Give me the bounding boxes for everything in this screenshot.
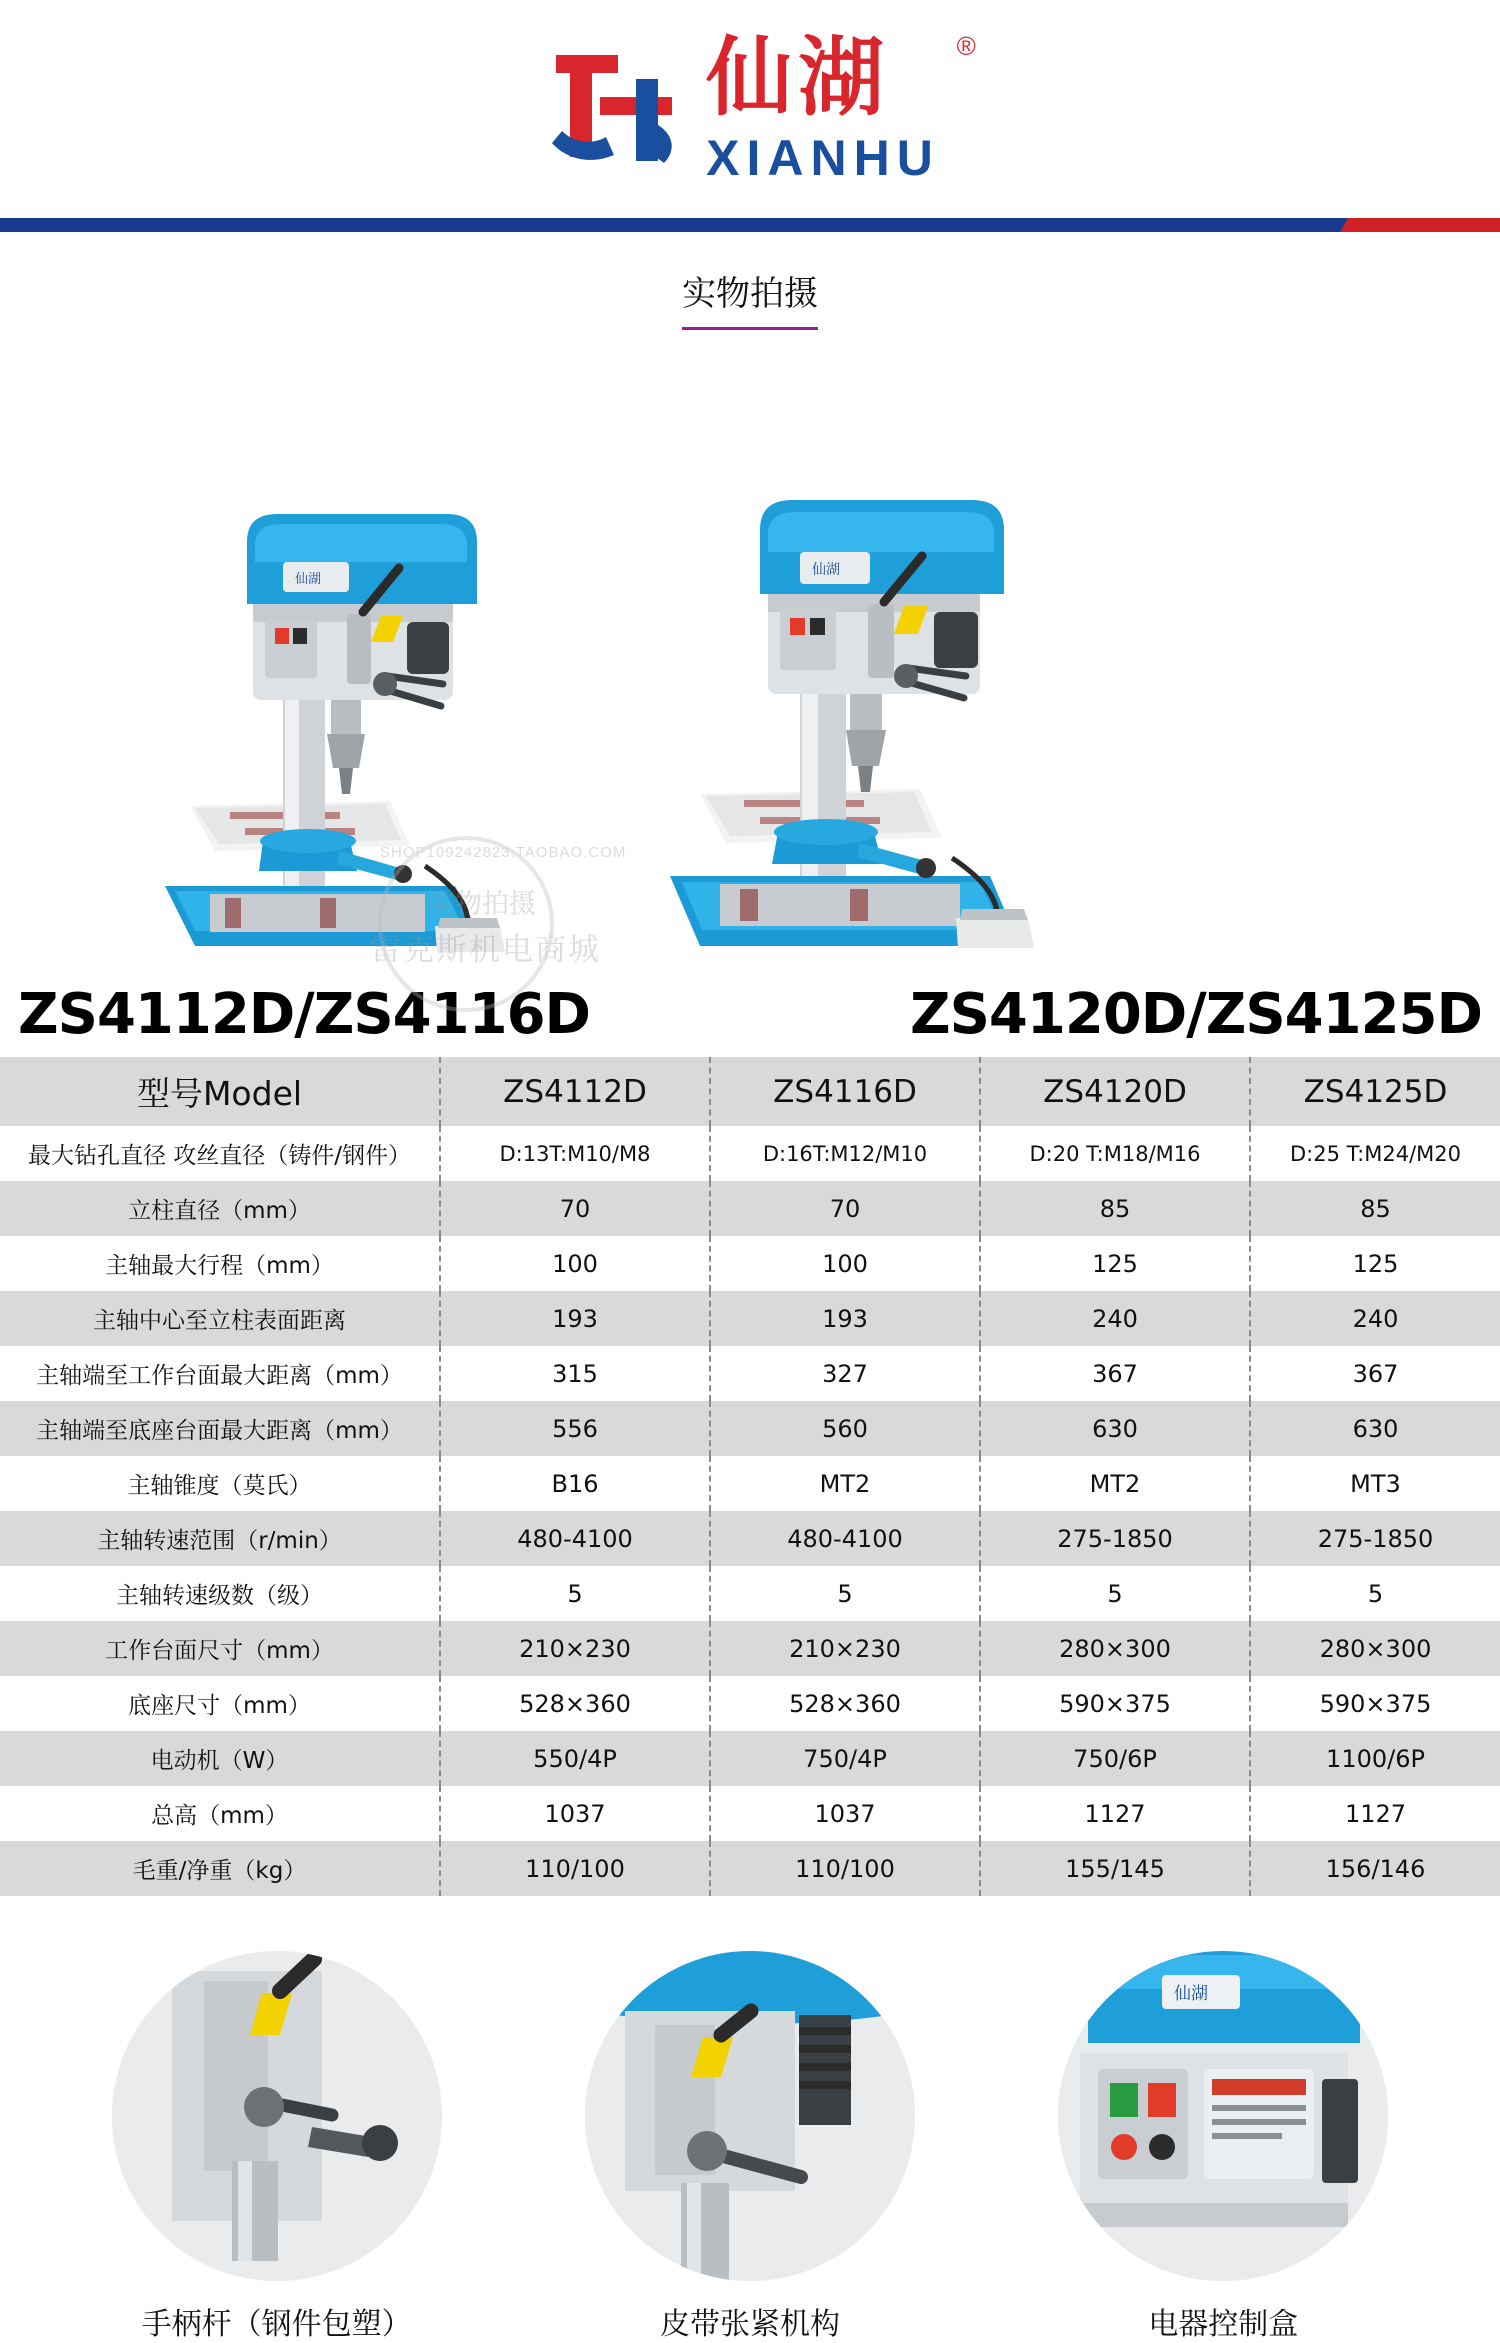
row-value: 315 [440, 1346, 710, 1401]
row-value: 1037 [440, 1786, 710, 1841]
row-value: 85 [1250, 1181, 1500, 1236]
table-row [0, 1126, 1500, 1181]
row-label: 主轴锥度（莫氏） [0, 1456, 440, 1511]
svg-text:仙湖: 仙湖 [1174, 1984, 1209, 2004]
row-value: D:20 T:M18/M16 [980, 1126, 1250, 1181]
row-value: 193 [440, 1291, 710, 1346]
row-value: MT2 [710, 1456, 980, 1511]
row-value: 367 [1250, 1346, 1500, 1401]
row-label: 主轴中心至立柱表面距离 [0, 1291, 440, 1346]
model-headings [0, 982, 1500, 1047]
row-value: 1037 [710, 1786, 980, 1841]
row-value: 750/4P [710, 1731, 980, 1786]
detail-item-belt [550, 1951, 950, 2343]
detail-caption: 皮带张紧机构 [659, 2307, 840, 2342]
row-value: 5 [710, 1566, 980, 1621]
row-value: B16 [440, 1456, 710, 1511]
row-value: 280×300 [980, 1621, 1250, 1676]
detail-photos [0, 1951, 1500, 2343]
logo [540, 28, 976, 186]
section-title [0, 232, 1500, 340]
detail-photo-belt [585, 1951, 915, 2281]
row-label: 底座尺寸（mm） [0, 1676, 440, 1731]
detail-caption: 电器控制盒 [1148, 2307, 1299, 2342]
watermark-line1: 实物拍摄 [428, 889, 536, 920]
row-label: 立柱直径（mm） [0, 1181, 440, 1236]
row-value: 110/100 [710, 1841, 980, 1896]
detail-caption: 手柄杆（钢件包塑） [141, 2307, 412, 2342]
row-value: 480-4100 [440, 1511, 710, 1566]
row-value: MT2 [980, 1456, 1250, 1511]
spec-table [0, 1057, 1500, 1896]
row-label: 毛重/净重（kg） [0, 1841, 440, 1896]
spec-table-body [0, 1057, 1500, 1896]
header-divider [0, 218, 1500, 232]
row-value: 1100/6P [1250, 1731, 1500, 1786]
detail-photo-handle [112, 1951, 442, 2281]
watermark-shop-line: SHOP109242823.TAOBAO.COM [380, 844, 627, 861]
detail-photo-control-box [1058, 1951, 1388, 2281]
table-row [0, 1676, 1500, 1731]
row-value: 528×360 [440, 1676, 710, 1731]
table-header-row [0, 1057, 1500, 1126]
row-label: 主轴转速范围（r/min） [0, 1511, 440, 1566]
divider-blue-bar [0, 218, 1360, 232]
row-value: 156/146 [1250, 1841, 1500, 1896]
row-value: 367 [980, 1346, 1250, 1401]
watermark-line2: 雷克斯机电商城 [370, 932, 601, 968]
row-value: 85 [980, 1181, 1250, 1236]
row-value: 210×230 [440, 1621, 710, 1676]
table-row [0, 1566, 1500, 1621]
header-cell-zs4116d: ZS4116D [710, 1057, 980, 1126]
row-value: 5 [1250, 1566, 1500, 1621]
row-value: D:16T:M12/M10 [710, 1126, 980, 1181]
row-value: 528×360 [710, 1676, 980, 1731]
product-photo-zs4120d-zs4125d [660, 346, 1180, 966]
table-row [0, 1841, 1500, 1896]
row-value: 70 [440, 1181, 710, 1236]
row-value: 100 [710, 1236, 980, 1291]
row-label: 主轴端至工作台面最大距离（mm） [0, 1346, 440, 1401]
brand-header [0, 0, 1500, 218]
row-value: 327 [710, 1346, 980, 1401]
divider-red-bar [1340, 218, 1500, 232]
row-label: 主轴转速级数（级） [0, 1566, 440, 1621]
row-value: 240 [1250, 1291, 1500, 1346]
row-value: 590×375 [980, 1676, 1250, 1731]
brand-name-cn: 仙湖 [706, 28, 891, 128]
svg-text:仙湖: 仙湖 [295, 572, 322, 587]
header-cell-zs4112d: ZS4112D [440, 1057, 710, 1126]
header-cell-zs4125d: ZS4125D [1250, 1057, 1500, 1126]
row-value: 590×375 [1250, 1676, 1500, 1731]
row-value: 275-1850 [1250, 1511, 1500, 1566]
svg-text:仙湖: 仙湖 [812, 562, 840, 578]
model-heading-left: ZS4112D/ZS4116D [18, 982, 591, 1047]
row-value: 630 [980, 1401, 1250, 1456]
table-row [0, 1346, 1500, 1401]
logo-text [706, 28, 976, 186]
row-value: 240 [980, 1291, 1250, 1346]
table-row [0, 1786, 1500, 1841]
section-title-text: 实物拍摄 [682, 266, 818, 330]
brand-name-en: XIANHU [706, 130, 940, 186]
row-value: 556 [440, 1401, 710, 1456]
header-cell-zs4120d: ZS4120D [980, 1057, 1250, 1126]
detail-item-handle [77, 1951, 477, 2343]
row-value: 110/100 [440, 1841, 710, 1896]
row-label: 总高（mm） [0, 1786, 440, 1841]
row-value: 750/6P [980, 1731, 1250, 1786]
row-label: 主轴最大行程（mm） [0, 1236, 440, 1291]
row-value: 550/4P [440, 1731, 710, 1786]
row-value: 100 [440, 1236, 710, 1291]
table-row [0, 1511, 1500, 1566]
row-value: 125 [980, 1236, 1250, 1291]
row-value: 193 [710, 1291, 980, 1346]
table-row [0, 1291, 1500, 1346]
row-value: 155/145 [980, 1841, 1250, 1896]
row-value: 480-4100 [710, 1511, 980, 1566]
logo-mark-icon [540, 39, 690, 179]
row-value: 275-1850 [980, 1511, 1250, 1566]
table-row [0, 1456, 1500, 1511]
row-value: 280×300 [1250, 1621, 1500, 1676]
row-value: 125 [1250, 1236, 1500, 1291]
row-value: D:13T:M10/M8 [440, 1126, 710, 1181]
row-label: 工作台面尺寸（mm） [0, 1621, 440, 1676]
row-value: 1127 [1250, 1786, 1500, 1841]
table-row [0, 1621, 1500, 1676]
row-label: 最大钻孔直径 攻丝直径（铸件/钢件） [0, 1126, 440, 1181]
registered-mark-icon: ® [956, 31, 976, 61]
row-value: 5 [980, 1566, 1250, 1621]
row-label: 主轴端至底座台面最大距离（mm） [0, 1401, 440, 1456]
table-row [0, 1236, 1500, 1291]
product-photo-zs4112d-zs4116d [135, 346, 655, 966]
row-value: 1127 [980, 1786, 1250, 1841]
row-value: 560 [710, 1401, 980, 1456]
table-row [0, 1401, 1500, 1456]
model-heading-right: ZS4120D/ZS4125D [909, 982, 1482, 1047]
header-cell-model: 型号Model [0, 1057, 440, 1126]
product-photos [0, 346, 1500, 986]
row-value: 630 [1250, 1401, 1500, 1456]
table-row [0, 1181, 1500, 1236]
row-value: 210×230 [710, 1621, 980, 1676]
row-value: MT3 [1250, 1456, 1500, 1511]
table-row [0, 1731, 1500, 1786]
row-value: 5 [440, 1566, 710, 1621]
row-value: 70 [710, 1181, 980, 1236]
row-value: D:25 T:M24/M20 [1250, 1126, 1500, 1181]
detail-item-control-box [1023, 1951, 1423, 2343]
row-label: 电动机（W） [0, 1731, 440, 1786]
